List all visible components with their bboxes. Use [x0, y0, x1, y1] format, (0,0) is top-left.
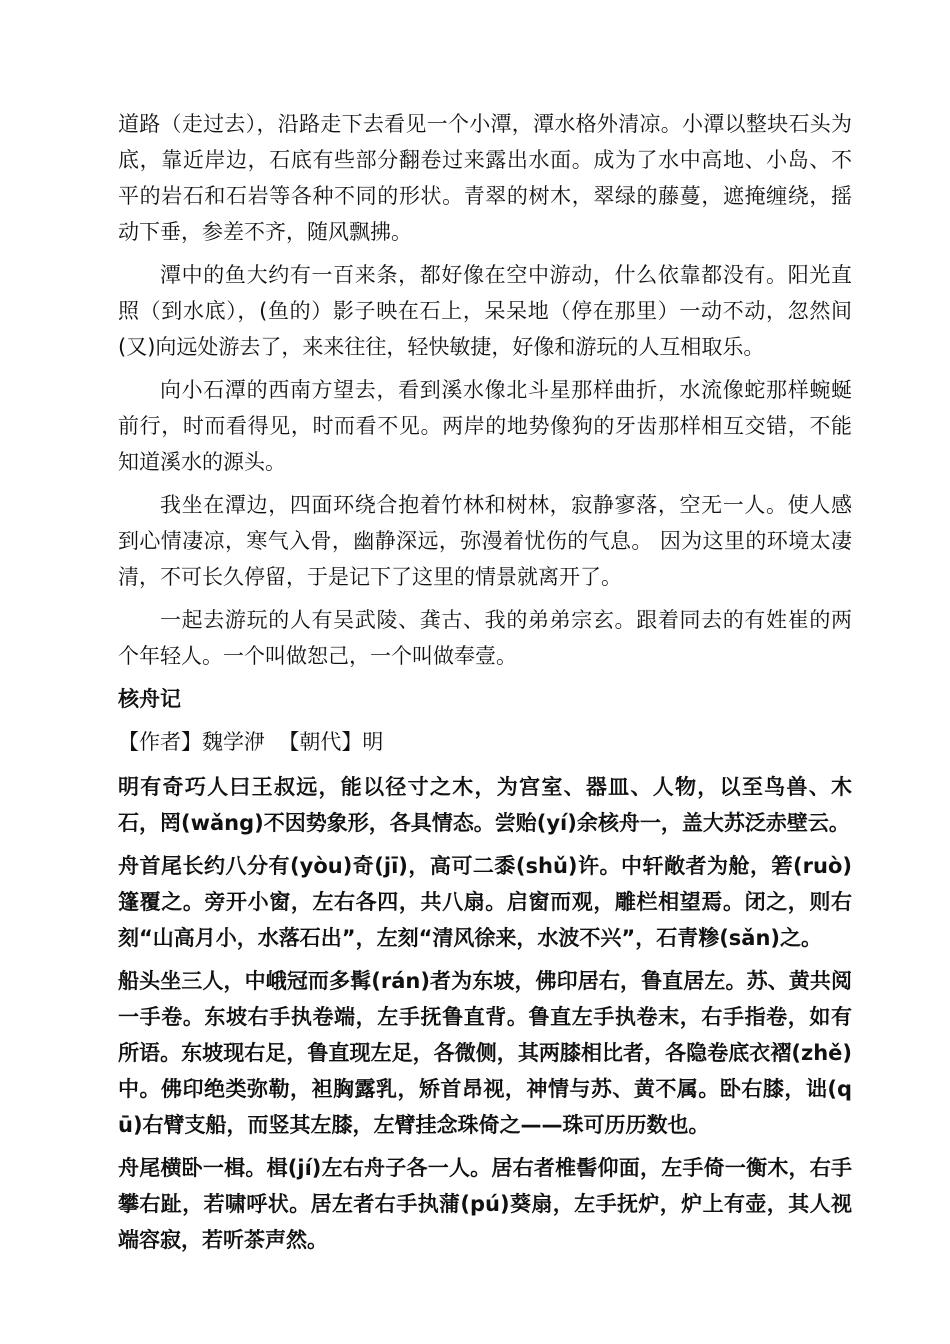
author-line: 【作者】魏学洢 【朝代】明	[118, 730, 384, 754]
original-paragraph-4: 舟尾横卧一楫。楫(jí)左右舟子各一人。居右者椎髻仰面，左手倚一衡木，右手攀右趾，若啸呼状。居左者右手执蒲(pú)葵扇，左手抚炉，炉上有壶，其人视端容寂，若听茶声然。	[118, 1156, 852, 1252]
document-page	[118, 106, 852, 1265]
original-paragraph-2: 舟首尾长约八分有(yòu)奇(jī)，高可二黍(shǔ)许。中轩敞者为舱，箬(ruò)篷覆之。旁开小窗，左右各四，共八扇。启窗而观，雕栏相望焉。闭之，则右刻“山高月小，水落石出”，左刻“清风徐来，水波不兴”，石青糁(sǎn)之。	[118, 854, 852, 950]
original-paragraph-3: 船头坐三人，中峨冠而多髯(rán)者为东坡，佛印居右，鲁直居左。苏、黄共阅一手卷。东坡右手执卷端，左手抚鲁直背。鲁直左手执卷末，右手指卷，如有所语。东坡现右足，鲁直现左足，各微侧，其两膝相比者，各隐卷底衣褶(zhě)中。佛印绝类弥勒，袒胸露乳，矫首昂视，神情与苏、黄不属。卧右膝，诎(qū)右臂支船，而竖其左膝，左臂挂念珠倚之——珠可历历数也。	[118, 969, 852, 1137]
translation-paragraph-5: 一起去游玩的人有吴武陵、龚古、我的弟弟宗玄。跟着同去的有姓崔的两个年轻人。一个叫做恕己，一个叫做奉壹。	[118, 608, 852, 668]
translation-paragraph-2: 潭中的鱼大约有一百来条，都好像在空中游动，什么依靠都没有。阳光直照（到水底），(鱼的）影子映在石上，呆呆地（停在那里）一动不动，忽然间(又)向远处游去了，来来往往，轻快敏捷，好像和游玩的人互相取乐。	[118, 263, 852, 359]
translation-paragraph-4: 我坐在潭边，四面环绕合抱着竹林和树林，寂静寥落，空无一人。使人感到心情凄凉，寒气入骨，幽静深远，弥漫着忧伤的气息。 因为这里的环境太凄清，不可长久停留，于是记下了这里的情景就离开了。	[118, 493, 852, 589]
translation-paragraph-3: 向小石潭的西南方望去，看到溪水像北斗星那样曲折，水流像蛇那样蜿蜒前行，时而看得见，时而看不见。两岸的地势像狗的牙齿那样相互交错，不能知道溪水的源头。	[118, 378, 852, 474]
section-title: 核舟记	[118, 687, 181, 711]
translation-paragraph-1: 道路（走过去），沿路走下去看见一个小潭，潭水格外清凉。小潭以整块石头为底，靠近岸边，石底有些部分翻卷过来露出水面。成为了水中高地、小岛、不平的岩石和石岩等各种不同的形状。青翠的树木，翠绿的藤蔓，遮掩缠绕，摇动下垂，参差不齐，随风飘拂。	[118, 112, 852, 244]
original-paragraph-1: 明有奇巧人曰王叔远，能以径寸之木，为宫室、器皿、人物，以至鸟兽、木石，罔(wǎng)不因势象形，各具情态。尝贻(yí)余核舟一，盖大苏泛赤壁云。	[118, 775, 852, 835]
